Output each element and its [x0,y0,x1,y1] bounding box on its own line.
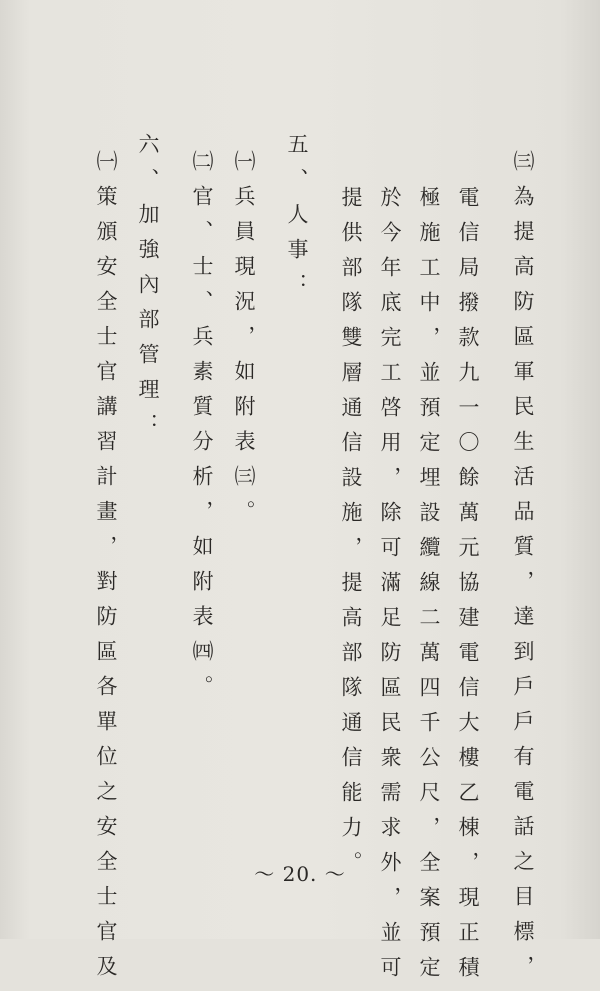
text-column-4: 於今年底完工啓用，除可滿足防區民衆需求外，並可 [378,186,402,991]
text-column-2: 電信局撥款九一〇餘萬元協建電信大樓乙棟，現正積 [456,186,480,991]
text-column-3: 極施工中，並預定埋設纜線二萬四千公尺，全案預定 [417,186,441,991]
text-column-10: ㈠策頒安全士官講習計畫，對防區各單位之安全士官及 [94,150,118,990]
text-column-8: ㈡官、士、兵素質分析，如附表㈣。 [190,150,214,710]
section-heading-personnel: 五、人事： [285,133,309,308]
section-heading-internal-management: 六、加強內部管理： [136,133,160,448]
text-column-1: ㈢為提高防區軍民生活品質，達到戶戶有電話之目標， [511,150,535,990]
text-column-5: 提供部隊雙層通信設施，提高部隊通信能力。 [339,186,363,886]
text-column-7: ㈠兵員現況，如附表㈢。 [232,150,256,535]
page-number: ～ 20. ～ [254,862,346,886]
